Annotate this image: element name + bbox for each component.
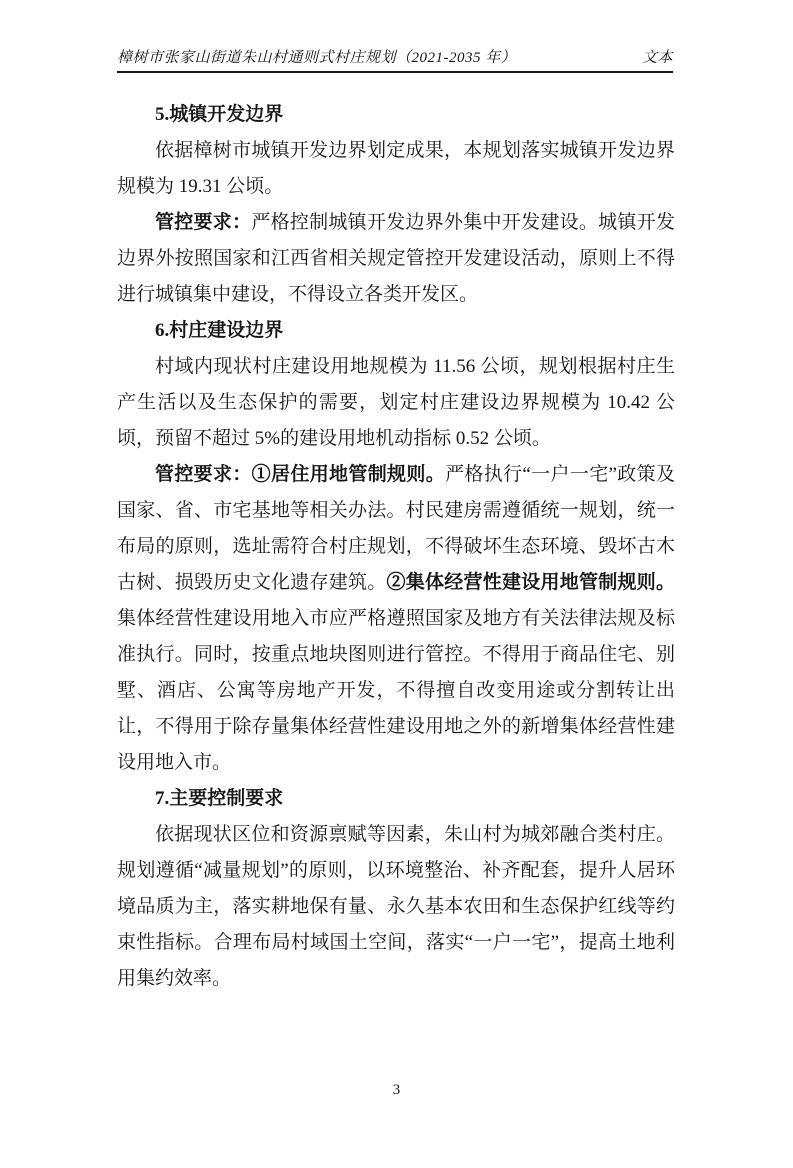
section-7-paragraph-1: 依据现状区位和资源禀赋等因素，朱山村为城郊融合类村庄。规划遵循“减量规划”的原则，以环境整治、补齐配套，提升人居环境品质为主，落实耕地保有量、永久基本农田和生态保护红线等约束性指标。合理布局村域国土空间，落实“一户一宅”，提高土地利用集约效率。	[117, 824, 675, 989]
section-6-heading: 6.村庄建设边界	[155, 320, 284, 341]
section-5-control-requirements-lead: 管控要求：	[155, 212, 252, 233]
page-number: 3	[392, 1082, 401, 1098]
section-6-residential-land-rule-lead: 管控要求：①居住用地管制规则。	[155, 464, 446, 485]
section-7-heading: 7.主要控制要求	[155, 788, 284, 809]
section-6-paragraph-1: 村域内现状村庄建设用地规模为 11.56 公顷，规划根据村庄生产生活以及生态保护的需要，划定村庄建设边界规模为 10.42 公顷，预留不超过 5%的建设用地机动指标 0.52 公顷。	[117, 356, 675, 449]
document-body	[117, 97, 675, 997]
page-header	[117, 46, 673, 73]
page-footer	[0, 1082, 793, 1099]
section-6-residential-land-rule-text: 严格执行“一户一宅”政策及国家、省、市宅基地等相关办法。村民建房需遵循统一规划，统一布局的原则，选址需符合村庄规划，不得破坏生态环境、毁坏古木古树、损毁历史文化遗存建筑。	[117, 464, 675, 593]
section-6-paragraph-2	[117, 457, 675, 781]
section-5-heading: 5.城镇开发边界	[155, 104, 284, 125]
section-6-collective-land-rule-text: 集体经营性建设用地入市应严格遵照国家及地方有关法律法规及标准执行。同时，按重点地块图则进行管控。不得用于商品住宅、别墅、酒店、公寓等房地产开发，不得擅自改变用途或分割转让出让，不得用于除存量集体经营性建设用地之外的新增集体经营性建设用地入市。	[117, 608, 675, 773]
section-6-collective-land-rule-lead: ②集体经营性建设用地管制规则。	[386, 572, 675, 593]
header-title: 樟树市张家山街道朱山村通则式村庄规划（2021-2035 年）	[117, 50, 517, 66]
document-page	[0, 46, 793, 1168]
section-5-paragraph-2	[117, 205, 675, 313]
section-5-paragraph-1: 依据樟树市城镇开发边界划定成果，本规划落实城镇开发边界规模为 19.31 公顷。	[117, 140, 675, 197]
header-doc-type: 文本	[641, 50, 673, 66]
section-5-control-requirements-text: 严格控制城镇开发边界外集中开发建设。城镇开发边界外按照国家和江西省相关规定管控开发建设活动，原则上不得进行城镇集中建设，不得设立各类开发区。	[117, 212, 675, 305]
